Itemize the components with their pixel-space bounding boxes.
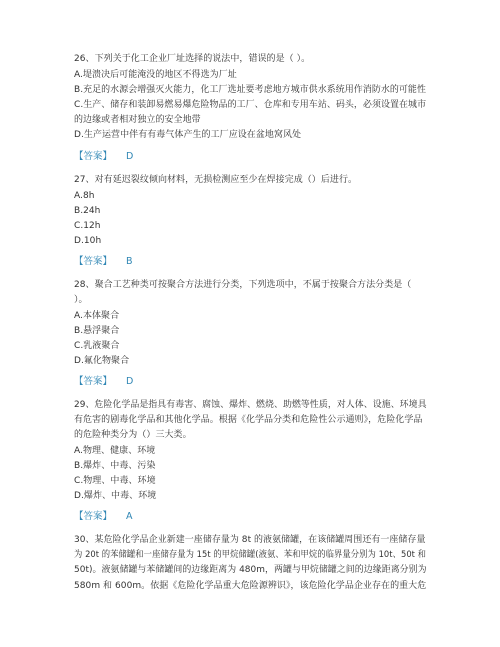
question-29-option-a: A.物理、健康、环境 [74,446,156,456]
question-30-stem-cont-2: 50t)。液氨储罐与苯储罐间的边缘距离为 480m，两罐与甲烷储罐之间的边缘距离分别为 [74,565,427,575]
question-28-option-a: A.本体聚合 [74,311,120,321]
question-26-option-c-cont: 的边缘或者相对独立的安全地带 [74,115,201,125]
question-29-answer [74,511,133,523]
question-29-option-b: B.爆炸、中毒、污染 [74,461,156,471]
question-30-stem-cont-3: 580m 和 600m。依据《危险化学品重大危险源辨识》，该危险化学品企业存在的重大危 [74,581,427,591]
question-27-option-d: D.10h [74,236,102,246]
question-27-option-c: C.12h [74,221,101,231]
question-29-stem: 29、危险化学品是指具有毒害、腐蚀、爆炸、燃烧、助燃等性质，对人体、设施、环境具 [74,400,427,410]
question-26-option-d: D.生产运营中伴有有毒气体产生的工厂应设在盆地窝风处 [74,130,302,140]
question-28-answer [74,376,133,388]
question-26-answer [74,151,133,163]
question-29-option-d: D.爆炸、中毒、环境 [74,491,157,501]
question-26-option-b: B.充足的水源会增强灭火能力，化工厂选址要考虑地方城市供水系统用作消防水的可能性 [74,85,426,95]
question-28-stem-cont: ）。 [74,295,88,305]
answer-value: B [126,256,133,267]
question-29-option-c: C.物理、中毒、环境 [74,476,156,486]
question-27-stem: 27、对有延迟裂纹倾向材料，无损检测应至少在焊接完成（）后进行。 [74,175,358,185]
question-28-option-d: D.氟化物聚合 [74,356,130,366]
answer-value: D [126,376,134,387]
question-27-option-b: B.24h [74,206,101,216]
question-27-option-a: A.8h [74,191,95,201]
question-28-option-b: B.悬浮聚合 [74,326,120,336]
question-26-option-a: A.堤溃决后可能淹没的地区不得选为厂址 [74,70,237,80]
answer-label: 【答案】 [74,376,113,387]
question-29-stem-cont-1: 有危害的剧毒化学品和其他化学品。根据《化学品分类和危险性公示通则》，危险化学品 [74,415,423,425]
answer-label: 【答案】 [74,256,113,267]
answer-label: 【答案】 [74,151,113,162]
answer-value: D [126,151,134,162]
question-27-answer [74,256,133,268]
question-29-stem-cont-2: 的危险种类分为（）三大类。 [74,430,192,440]
answer-label: 【答案】 [74,511,113,522]
question-30-stem: 30、某危险化学品企业新建一座储存量为 8t 的液氨储罐，在该储罐周围还有一座储存量 [74,535,426,545]
question-28-stem: 28、聚合工艺种类可按聚合方法进行分类，下列选项中，不属于按聚合方法分类是（ [74,280,412,290]
question-28-option-c: C.乳液聚合 [74,341,120,351]
question-30-stem-cont-1: 为 20t 的苯储罐和一座储存量为 15t 的甲烷储罐(液氨、苯和甲烷的临界量分别为 10t、50t 和 [74,550,427,560]
question-26-option-c: C.生产、储存和装卸易燃易爆危险物品的工厂、仓库和专用车站、码头，必须设置在城市 [74,100,427,110]
question-26-stem: 26、下列关于化工企业厂址选择的说法中，错误的是（ ）。 [74,54,311,64]
answer-value: A [126,511,133,522]
